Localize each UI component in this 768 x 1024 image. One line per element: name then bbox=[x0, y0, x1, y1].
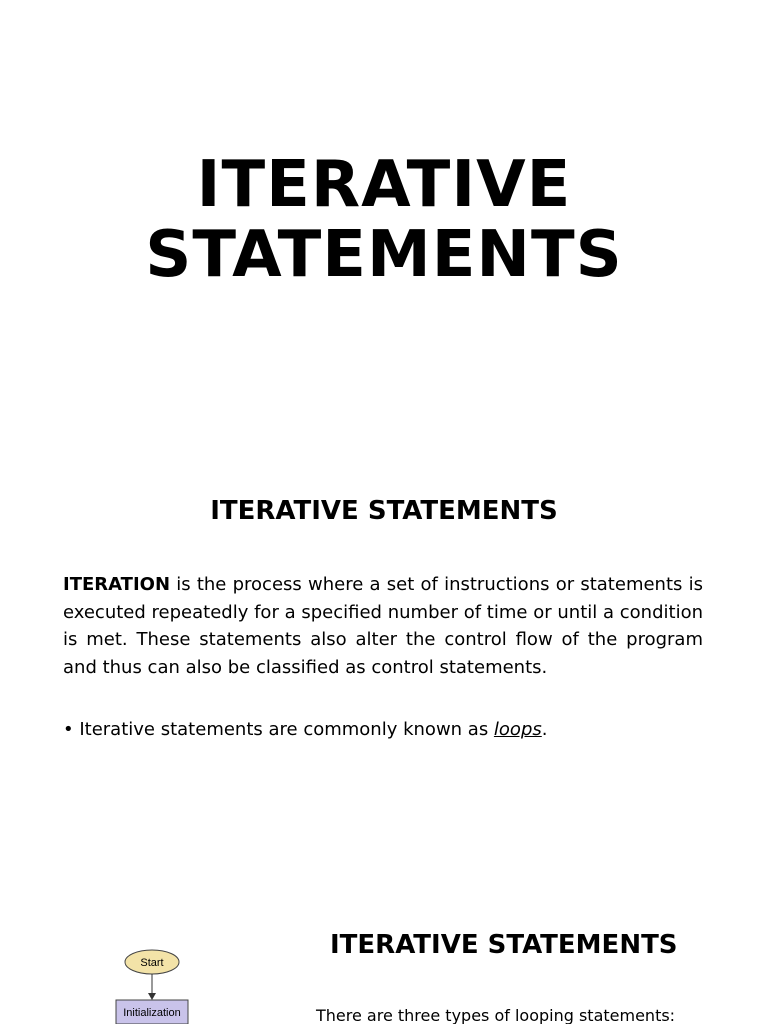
main-title-line2: STATEMENTS bbox=[145, 218, 623, 292]
loops-term: loops bbox=[493, 719, 542, 740]
iteration-definition bbox=[63, 571, 703, 681]
slide2-heading: ITERATIVE STATEMENTS bbox=[210, 496, 558, 526]
main-title-line1: ITERATIVE bbox=[196, 148, 572, 222]
main-title bbox=[0, 150, 768, 290]
bullet-text: • Iterative statements are commonly known as bbox=[63, 719, 494, 740]
iteration-term: ITERATION bbox=[63, 574, 171, 595]
loop-flowchart bbox=[110, 944, 210, 1024]
flow-init-label: Initialization bbox=[123, 1007, 181, 1019]
definition-slide bbox=[0, 440, 768, 870]
bullet-suffix: . bbox=[541, 719, 548, 740]
definition-text: is the process where a set of instructions or statements is executed repeatedly for a specified number of time or until a condition is met. These statements also alter the control flow of the program and thus can also be classified as control statements. bbox=[63, 574, 703, 678]
flow-arrowhead bbox=[148, 993, 156, 1000]
loop-types-intro: There are three types of looping statements: bbox=[316, 1006, 676, 1024]
slide3-heading: ITERATIVE STATEMENTS bbox=[330, 930, 678, 960]
types-slide bbox=[0, 870, 768, 1024]
flow-start-label: Start bbox=[140, 957, 164, 969]
loops-bullet bbox=[63, 718, 703, 742]
title-slide bbox=[0, 0, 768, 440]
